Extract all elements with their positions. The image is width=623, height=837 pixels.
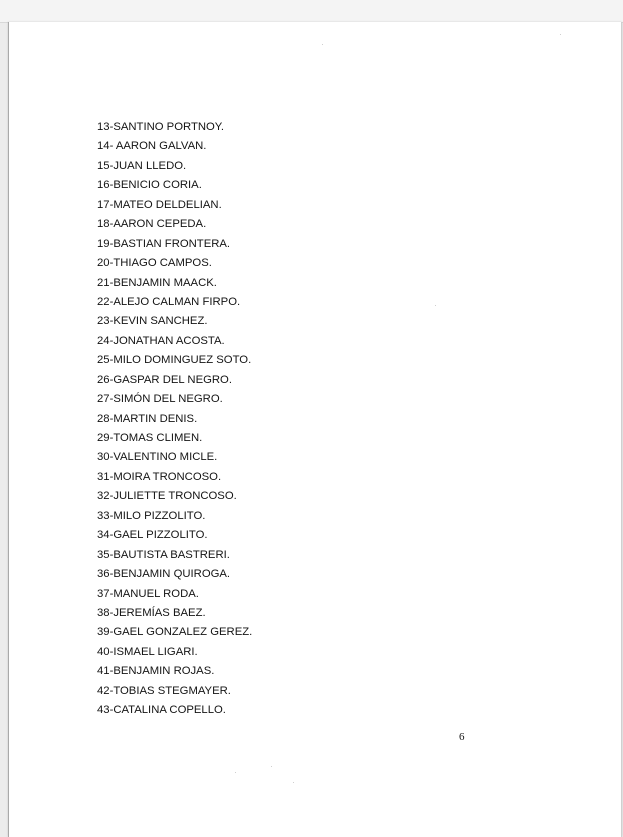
list-item: 15-JUAN LLEDO. (97, 159, 187, 172)
scan-speck (435, 305, 436, 306)
list-item: 21-BENJAMIN MAACK. (97, 276, 217, 289)
list-item: 38-JEREMÍAS BAEZ. (97, 606, 206, 619)
scan-speck (322, 44, 323, 45)
scan-speck (560, 34, 561, 35)
list-item: 18-AARON CEPEDA. (97, 218, 207, 231)
document-page (8, 22, 622, 837)
list-item: 19-BASTIAN FRONTERA. (97, 237, 231, 250)
list-item: 13-SANTINO PORTNOY. (97, 121, 225, 133)
list-item: 40-ISMAEL LIGARI. (97, 645, 198, 658)
list-item: 29-TOMAS CLIMEN. (97, 432, 203, 444)
list-item: 28-MARTIN DENIS. (97, 412, 198, 425)
scan-speck (293, 782, 294, 783)
list-item: 32-JULIETTE TRONCOSO. (97, 490, 237, 503)
list-item: 34-GAEL PIZZOLITO. (97, 529, 208, 542)
list-item: 24-JONATHAN ACOSTA. (97, 334, 225, 347)
list-item: 27-SIMÓN DEL NEGRO. (97, 393, 223, 406)
list-item: 22-ALEJO CALMAN FIRPO. (97, 295, 241, 308)
list-item: 14- AARON GALVAN. (97, 140, 207, 153)
list-item: 26-GASPAR DEL NEGRO. (97, 373, 232, 386)
page-number: 6 (459, 731, 465, 743)
viewer-top-bar (0, 0, 623, 23)
list-item: 41-BENJAMIN ROJAS. (97, 665, 215, 678)
scan-speck (271, 766, 272, 767)
list-item: 17-MATEO DELDELIAN. (97, 198, 222, 211)
list-item: 31-MOIRA TRONCOSO. (97, 470, 222, 483)
list-item: 39-GAEL GONZALEZ GEREZ. (97, 626, 253, 639)
list-item: 20-THIAGO CAMPOS. (97, 257, 212, 270)
name-list (97, 118, 252, 721)
list-item: 37-MANUEL RODA. (97, 587, 199, 600)
list-item: 23-KEVIN SANCHEZ. (97, 315, 208, 328)
list-item: 33-MILO PIZZOLITO. (97, 509, 206, 522)
list-item: 43-CATALINA COPELLO. (97, 704, 226, 717)
list-item: 36-BENJAMIN QUIROGA. (97, 568, 231, 581)
list-item: 25-MILO DOMINGUEZ SOTO. (97, 354, 252, 367)
scan-speck (235, 772, 236, 773)
list-item: 16-BENICIO CORIA. (97, 179, 202, 192)
list-item: 35-BAUTISTA BASTRERI. (97, 548, 230, 561)
list-item: 30-VALENTINO MICLE. (97, 451, 218, 464)
list-item: 42-TOBIAS STEGMAYER. (97, 684, 231, 697)
